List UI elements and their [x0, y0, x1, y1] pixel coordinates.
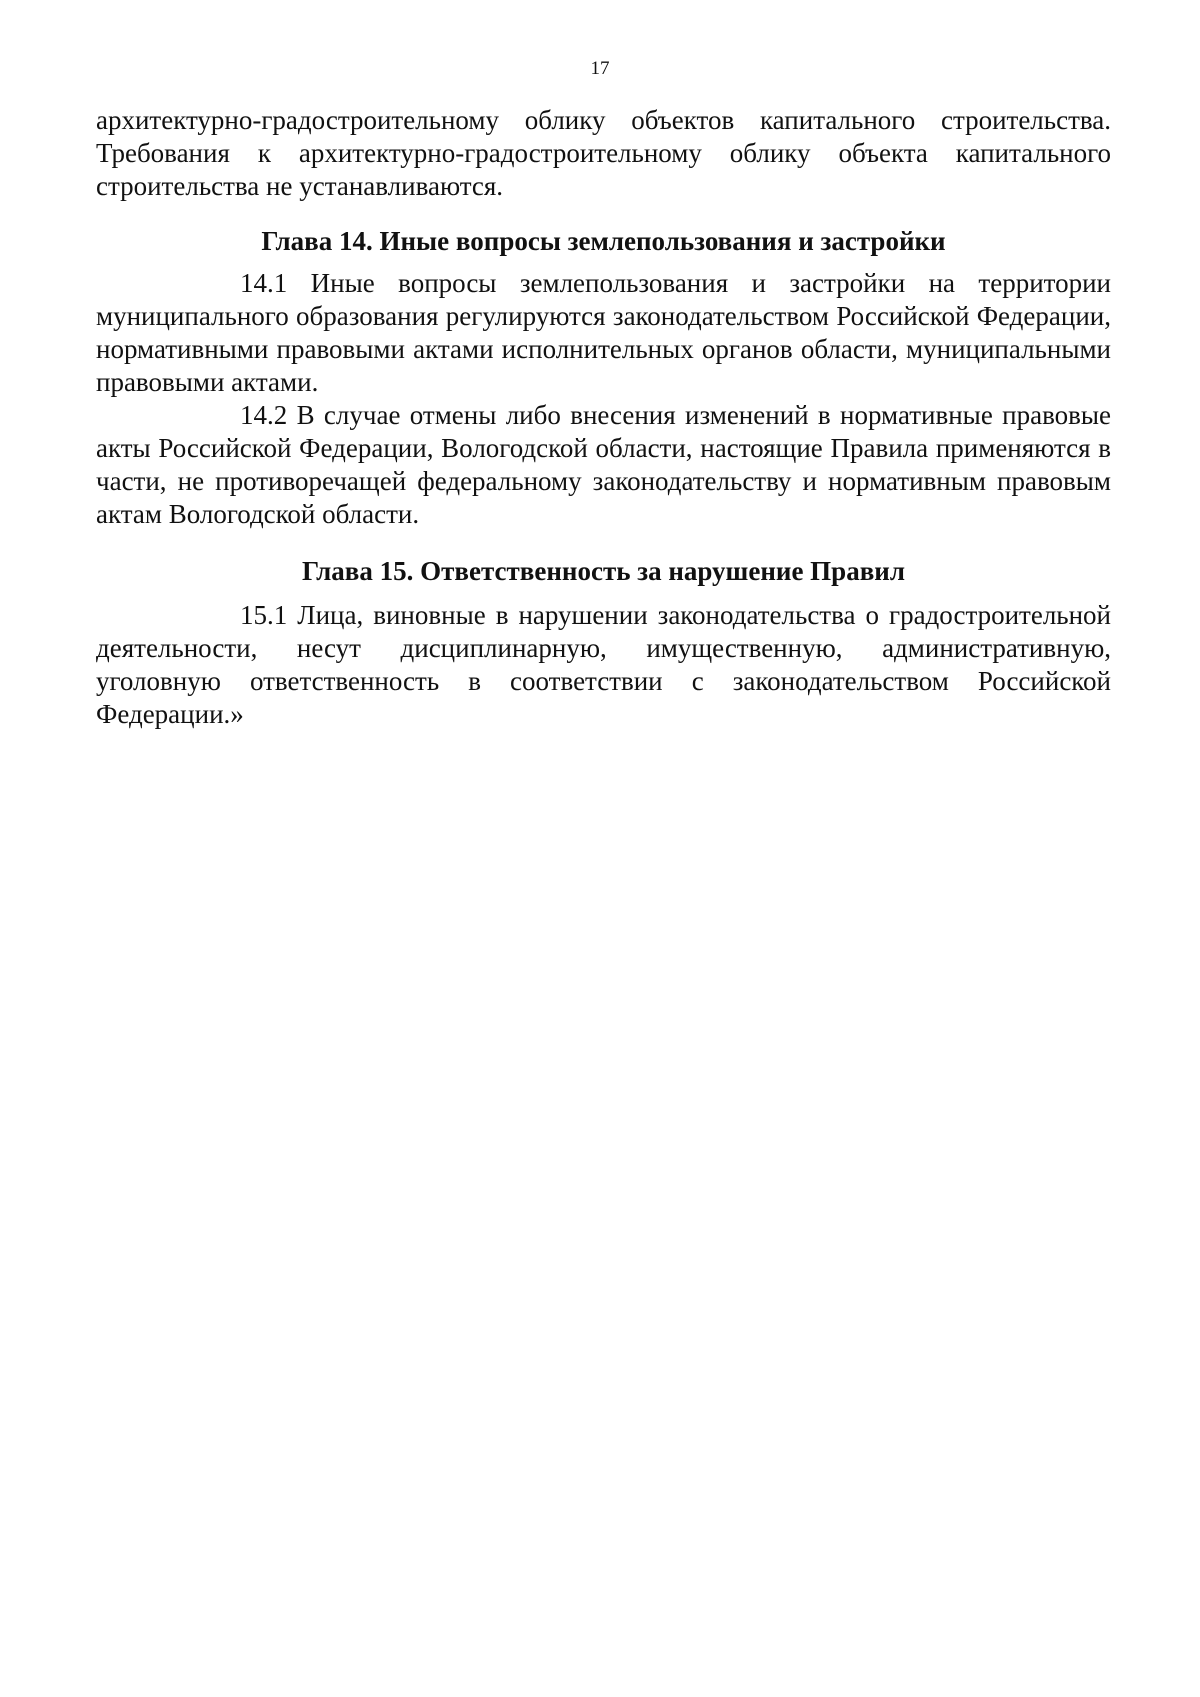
intro-paragraph: архитектурно-градостроительному облику объектов капитального строительства. Требования к архитектурно-градостроительному облику объекта капитального строительства не устанавливаются.	[96, 105, 1111, 201]
clause-text: Иные вопросы землепользования и застройки на территории муниципального образования регулируются законодательством Российской Федерации, нормативными правовыми актами исполнительных органов области, муниципальными правовыми актами.	[96, 268, 1111, 397]
chapter-15-title: Глава 15. Ответственность за нарушение Правил	[302, 556, 905, 586]
clause-text: В случае отмены либо внесения изменений в нормативные правовые акты Российской Федерации, Вологодской области, настоящие Правила применяются в части, не противоречащей федеральному законодательству и нормативным правовым актам Вологодской области.	[96, 400, 1112, 529]
chapter-14-title: Глава 14. Иные вопросы землепользования и застройки	[261, 226, 946, 256]
clause-14-1	[96, 267, 1111, 399]
clause-number: 14.2	[240, 400, 288, 430]
clause-text: Лица, виновные в нарушении законодательства о градостроительной деятельности, несут дисциплинарную, имущественную, административную, уголовную ответственность в соответствии с законодательством Российской Федерации.»	[96, 600, 1111, 729]
clause-number: 15.1	[240, 600, 288, 630]
clause-number: 14.1	[240, 268, 288, 298]
clause-15-1	[96, 599, 1111, 731]
clause-14-2	[96, 399, 1111, 531]
document-body	[96, 104, 1111, 731]
page-number: 17	[590, 58, 610, 79]
